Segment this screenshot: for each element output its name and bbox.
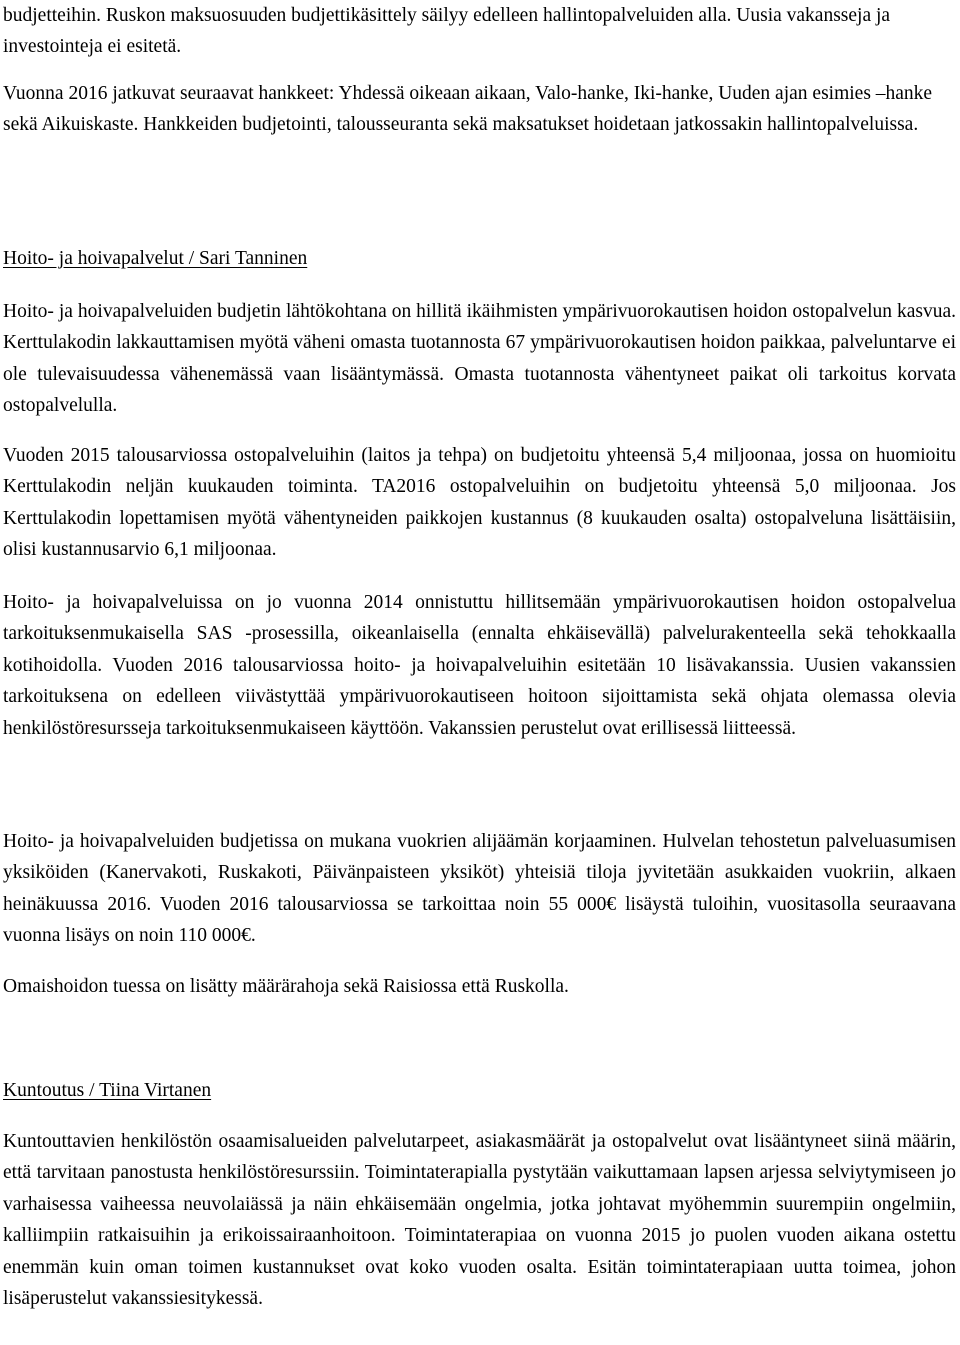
section-heading-hoito: Hoito- ja hoivapalvelut / Sari Tanninen — [3, 248, 308, 269]
paragraph-hoito-budget-basis: Hoito- ja hoivapalveluiden budjetin lähtökohtana on hillitä ikäihmisten ympärivuorokautisen hoidon ostopalvelun kasvua. Kerttulakodin lakkauttamisen myötä väheni omasta tuotannosta 67 ympärivuorokautisen hoidon paikkaa, palveluntarve ei ole tulevaisuudessa vähenemässä vaan lisääntymässä. Omasta tuotannosta vähentyneet paikat oli tarkoitus korvata ostopalvelulla. — [3, 301, 956, 417]
paragraph-hoito-rent-deficit: Hoito- ja hoivapalveluiden budjetissa on mukana vuokrien alijäämän korjaaminen. Hulvelan tehostetun palveluasumisen yksiköiden (Kanervakoti, Ruskakoti, Päivänpaisteen yksiköt) yhteisiä tiloja jyvitetään asukkaiden vuokriin, alkaen heinäkuussa 2016. Vuoden 2016 talousarviossa se tarkoittaa noin 55 000€ lisäystä tuloihin, vuositasolla seuraavana vuonna lisäys on noin 110 000€. — [3, 831, 956, 947]
paragraph-omaishoito: Omaishoidon tuessa on lisätty määrärahoja sekä Raisiossa että Ruskolla. — [3, 976, 569, 997]
paragraph-projects: Vuonna 2016 jatkuvat seuraavat hankkeet: Yhdessä oikeaan aikaan, Valo-hanke, Iki-hanke, Uuden ajan esimies –hanke sekä Aikuiskaste. Hankkeiden budjetointi, talousseuranta sekä maksatukset hoidetaan jatkossakin hallintopalveluissa. — [3, 83, 933, 136]
paragraph-kuntoutus-needs: Kuntouttavien henkilöstön osaamisalueiden palvelutarpeet, asiakasmäärät ja ostopalvelut ovat lisääntyneet siinä määrin, että tarvitaan panostusta henkilöstöresurssiin. Toimintaterapialla pystytään vaikuttamaan lapsen arjessa selviytymiseen jo varhaisessa vaiheessa neuvolaiässä ja näin ehkäisemään ongelmia, jotka johtavat myöhemmin suurempiin ongelmiin, kalliimpiin ratkaisuihin ja erikoissairaanhoitoon. Toimintaterapiaa on vuonna 2015 jo puolen vuoden aikana ostettu enemmän kuin oman toimen kustannukset ovat koko vuoden osalta. Esitän toimintaterapiaan uutta toimea, johon lisäperustelut vakanssiesitykessä. — [3, 1131, 956, 1310]
paragraph-hoito-sas-process: Hoito- ja hoivapalveluissa on jo vuonna 2014 onnistuttu hillitsemään ympärivuorokautisen hoidon ostopalvelua tarkoituksenmukaisella SAS -prosessilla, oikeanlaisella (ennalta ehkäisevällä) palvelurakenteella sekä tehokkaalla kotihoidolla. Vuoden 2016 talousarviossa hoito- ja hoivapalveluihin esitetään 10 lisävakanssia. Uusien vakanssien tarkoituksena on edelleen viivästyttää ympärivuorokautiseen hoitoon sijoittamista sekä ohjata olemassa olevia henkilöstöresursseja tarkoituksenmukaiseen käyttöön. Vakanssien perustelut ovat erillisessä liitteessä. — [3, 592, 956, 739]
paragraph-budget-continuation: budjetteihin. Ruskon maksuosuuden budjettikäsittely säilyy edelleen hallintopalveluiden alla. Uusia vakansseja ja investointeja ei esitetä. — [3, 5, 891, 58]
section-heading-kuntoutus: Kuntoutus / Tiina Virtanen — [3, 1080, 212, 1101]
paragraph-hoito-2015-budget: Vuoden 2015 talousarviossa ostopalveluihin (laitos ja tehpa) on budjetoitu yhteensä 5,4 miljoonaa, jossa on huomioitu Kerttulakodin neljän kuukauden toiminta. TA2016 ostopalveluihin on budjetoitu yhteensä 5,0 miljoonaa. Jos Kerttulakodin lopettamisen myötä vähentyneiden paikkojen kustannus (8 kuukauden osalta) ostopalveluna lisättäisiin, olisi kustannusarvio 6,1 miljoonaa. — [3, 445, 956, 561]
